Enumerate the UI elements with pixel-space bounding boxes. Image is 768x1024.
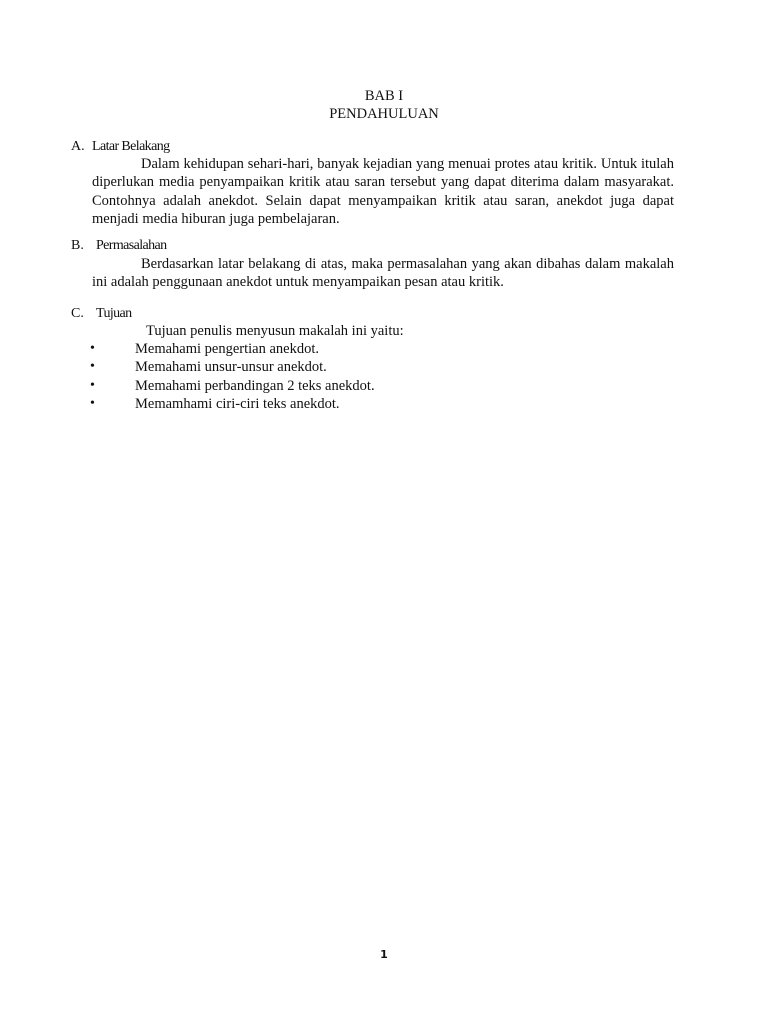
section-paragraph-latar-belakang: Dalam kehidupan sehari-hari, banyak kejadian yang menuai protes atau kritik. Untuk itulah diperlukan media penyampaikan kritik atau saran tersebut yang dapat diterima dalam masyarakat. Contohnya adalah anekdot. Selain dapat menyampaikan kritik atau saran, anekdot juga dapat menjadi media hiburan juga pembelajaran. [92,156,674,228]
section-heading-tujuan [71,305,132,323]
section-paragraph-tujuan: Tujuan penulis menyusun makalah ini yaitu: [146,323,404,339]
section-heading-text: Latar Belakang [92,139,170,154]
chapter-title: PENDAHULUAN [329,106,439,122]
bullet-icon: • [90,341,95,356]
section-letter: A. [71,139,85,154]
section-heading-permasalahan [71,237,167,255]
list-item-text: Memahami pengertian anekdot. [135,341,320,357]
list-item-text: Memahami perbandingan 2 teks anekdot. [135,377,375,394]
list-item-text: Memamhami ciri-ciri teks anekdot. [135,396,340,413]
section-heading-text: Tujuan [96,306,132,321]
bullet-icon: • [90,377,95,393]
bullet-icon: • [90,396,95,412]
section-paragraph-permasalahan: Berdasarkan latar belakang di atas, maka permasalahan yang akan dibahas dalam makalah ini adalah penggunaan anekdot untuk menyampaikan pesan atau kritik. [92,256,674,291]
page-number: 1 [380,948,388,961]
section-heading-latar-belakang [71,138,170,156]
section-letter: C. [71,306,84,321]
list-item-text: Memahami unsur-unsur anekdot. [135,359,327,376]
bullet-icon: • [90,359,95,375]
section-heading-text: Permasalahan [96,238,167,253]
chapter-number: BAB I [364,88,404,104]
section-letter: B. [71,238,84,253]
